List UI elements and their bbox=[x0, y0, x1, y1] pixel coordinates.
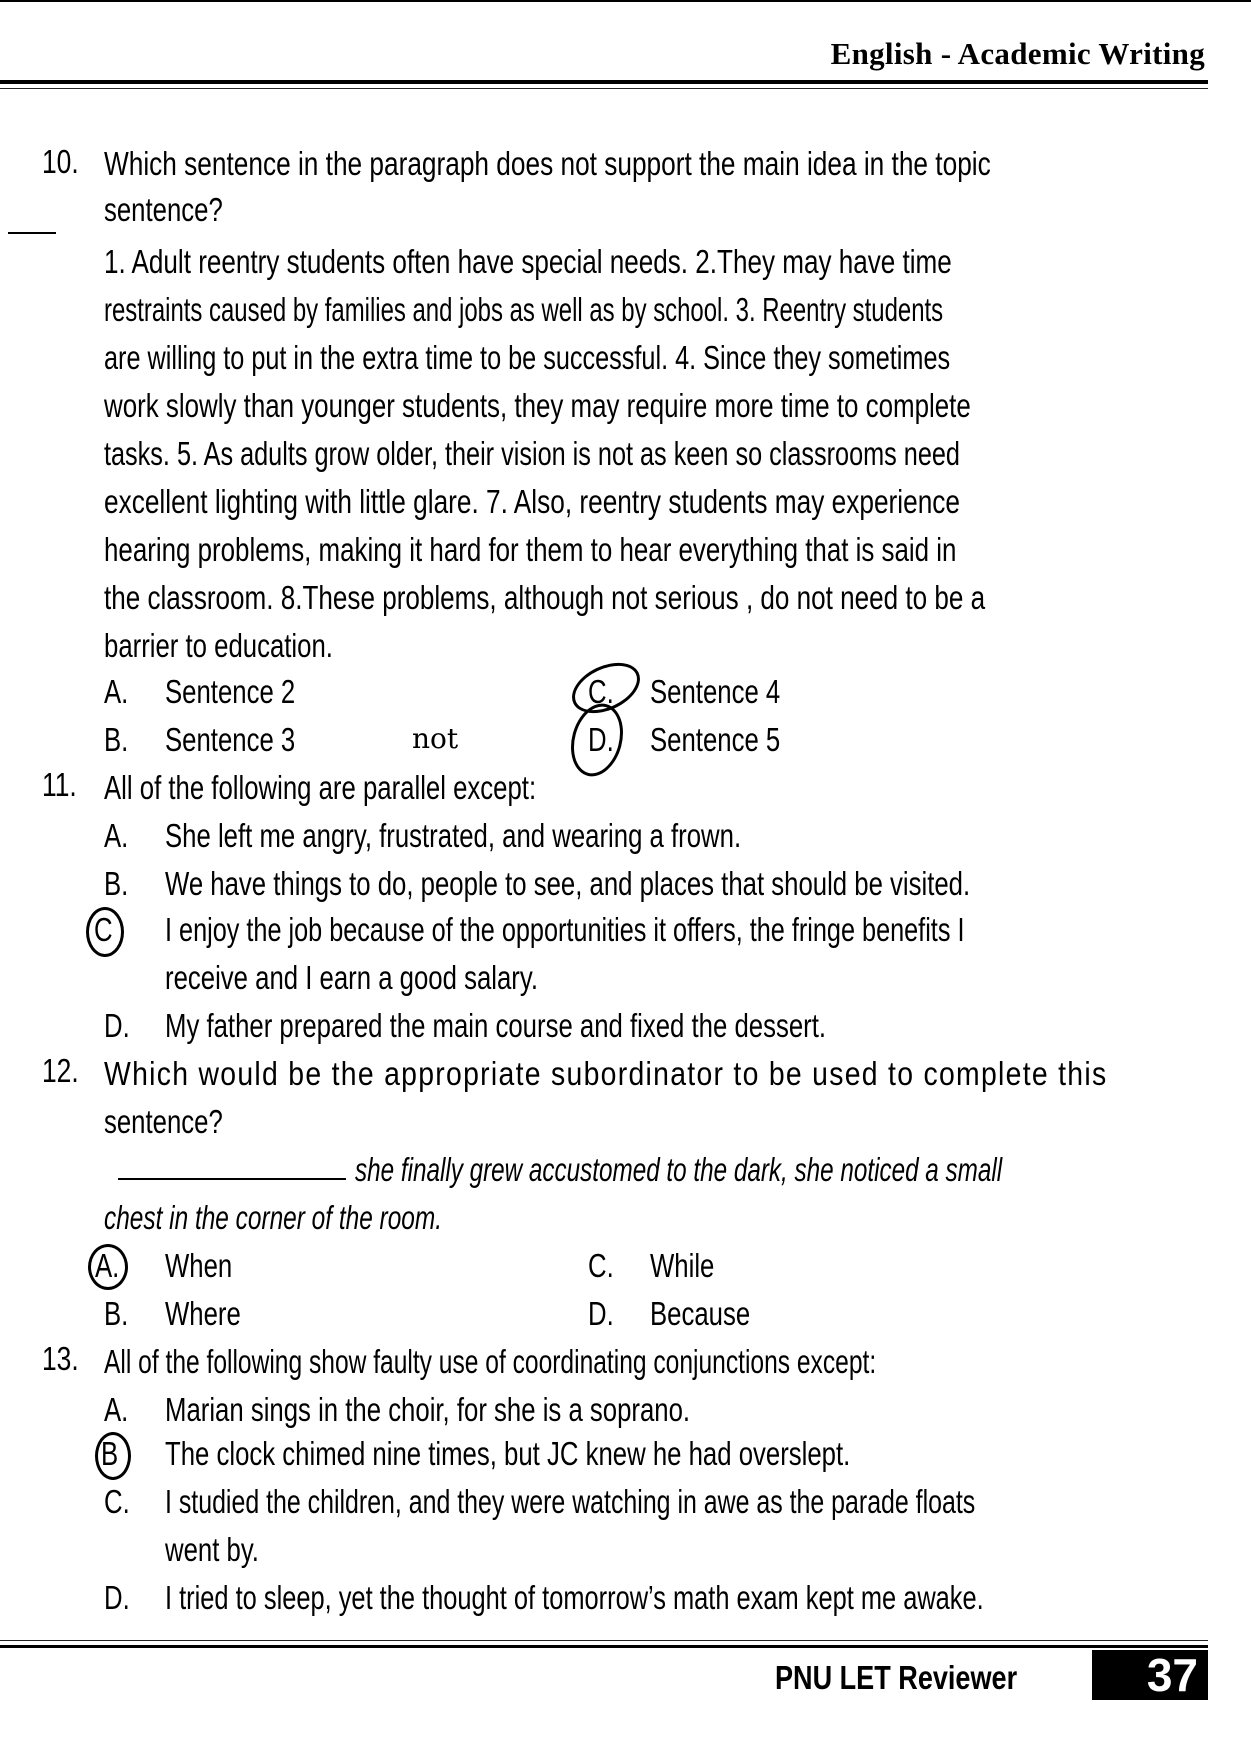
option-letter: D. bbox=[104, 1579, 130, 1616]
option-text: Sentence 2 bbox=[165, 673, 296, 710]
question-stem: Which sentence in the paragraph does not support the main idea in the topic bbox=[104, 145, 991, 182]
paragraph-line: 1. Adult reentry students often have special needs. 2.They may have time bbox=[104, 243, 952, 280]
paragraph-line: hearing problems, making it hard for them to hear everything that is said in bbox=[104, 531, 957, 568]
header-rule-thin bbox=[0, 88, 1208, 89]
sentence-line: chest in the corner of the room. bbox=[104, 1199, 442, 1236]
handwritten-circle-d-icon bbox=[563, 698, 630, 782]
footer-rule-thin bbox=[0, 1640, 1208, 1641]
option-letter: C bbox=[94, 911, 113, 948]
option-text: Marian sings in the choir, for she is a soprano. bbox=[165, 1391, 691, 1428]
footer-title: PNU LET Reviewer bbox=[775, 1659, 1018, 1696]
handwritten-note: not bbox=[412, 722, 459, 755]
option-letter: A. bbox=[104, 817, 129, 854]
option-text: Sentence 5 bbox=[650, 721, 781, 758]
option-text: Sentence 3 bbox=[165, 721, 296, 758]
option-text: When bbox=[165, 1247, 233, 1284]
question-number: 10. bbox=[42, 143, 79, 180]
paragraph-line: are willing to put in the extra time to be successful. 4. Since they sometimes bbox=[104, 339, 951, 376]
header-rule-thick bbox=[0, 80, 1208, 84]
question-stem: All of the following show faulty use of coordinating conjunctions except: bbox=[104, 1343, 877, 1380]
option-letter: D. bbox=[104, 1007, 130, 1044]
option-letter: A. bbox=[104, 1391, 129, 1428]
fill-in-blank bbox=[118, 1178, 346, 1180]
question-stem-cont: sentence? bbox=[104, 191, 223, 228]
paragraph-line: tasks. 5. As adults grow older, their vision is not as keen so classrooms need bbox=[104, 435, 960, 472]
option-text: I enjoy the job because of the opportunities it offers, the fringe benefits I bbox=[165, 911, 965, 948]
option-letter: A. bbox=[95, 1247, 120, 1284]
option-letter: B bbox=[101, 1435, 119, 1472]
option-text: While bbox=[650, 1247, 715, 1284]
question-stem-cont: sentence? bbox=[104, 1103, 223, 1140]
question-number: 11. bbox=[42, 766, 77, 803]
margin-mark bbox=[8, 232, 56, 234]
question-number: 12. bbox=[42, 1052, 79, 1089]
paragraph-line: excellent lighting with little glare. 7. Also, reentry students may experience bbox=[104, 483, 961, 520]
option-letter: C. bbox=[104, 1483, 130, 1520]
option-letter: A. bbox=[104, 673, 129, 710]
option-text: Where bbox=[165, 1295, 241, 1332]
top-edge-rule bbox=[0, 0, 1251, 2]
option-letter: B. bbox=[104, 865, 129, 902]
option-text-cont: went by. bbox=[165, 1531, 259, 1568]
question-stem: Which would be the appropriate subordinator to be used to complete this bbox=[104, 1055, 1108, 1092]
page-number: 37 bbox=[1146, 1649, 1198, 1701]
option-letter: C. bbox=[588, 673, 614, 710]
paragraph-line: restraints caused by families and jobs as well as by school. 3. Reentry students bbox=[104, 291, 944, 328]
paragraph-line: barrier to education. bbox=[104, 627, 333, 664]
option-text: Sentence 4 bbox=[650, 673, 781, 710]
option-text-cont: receive and I earn a good salary. bbox=[165, 959, 538, 996]
question-stem: All of the following are parallel except: bbox=[104, 769, 537, 806]
option-text: Because bbox=[650, 1295, 751, 1332]
option-text: She left me angry, frustrated, and wearing a frown. bbox=[165, 817, 742, 854]
page-header-title: English - Academic Writing bbox=[830, 36, 1205, 71]
option-letter: D. bbox=[588, 721, 614, 758]
option-text: I studied the children, and they were watching in awe as the parade floats bbox=[165, 1483, 976, 1520]
option-letter: B. bbox=[104, 1295, 129, 1332]
option-letter: C. bbox=[588, 1247, 614, 1284]
sentence-line: she finally grew accustomed to the dark, she noticed a small bbox=[355, 1151, 1003, 1188]
footer-rule-thick bbox=[0, 1645, 1208, 1648]
question-number: 13. bbox=[42, 1340, 79, 1377]
option-letter: B. bbox=[104, 721, 129, 758]
option-text: The clock chimed nine times, but JC knew he had overslept. bbox=[165, 1435, 851, 1472]
paragraph-line: work slowly than younger students, they may require more time to complete bbox=[104, 387, 971, 424]
option-text: My father prepared the main course and fixed the dessert. bbox=[165, 1007, 827, 1044]
option-letter: D. bbox=[588, 1295, 614, 1332]
page-number-box bbox=[1092, 1650, 1208, 1700]
option-text: I tried to sleep, yet the thought of tomorrow’s math exam kept me awake. bbox=[165, 1579, 984, 1616]
option-text: We have things to do, people to see, and places that should be visited. bbox=[165, 865, 971, 902]
paragraph-line: the classroom. 8.These problems, although not serious , do not need to be a bbox=[104, 579, 986, 616]
